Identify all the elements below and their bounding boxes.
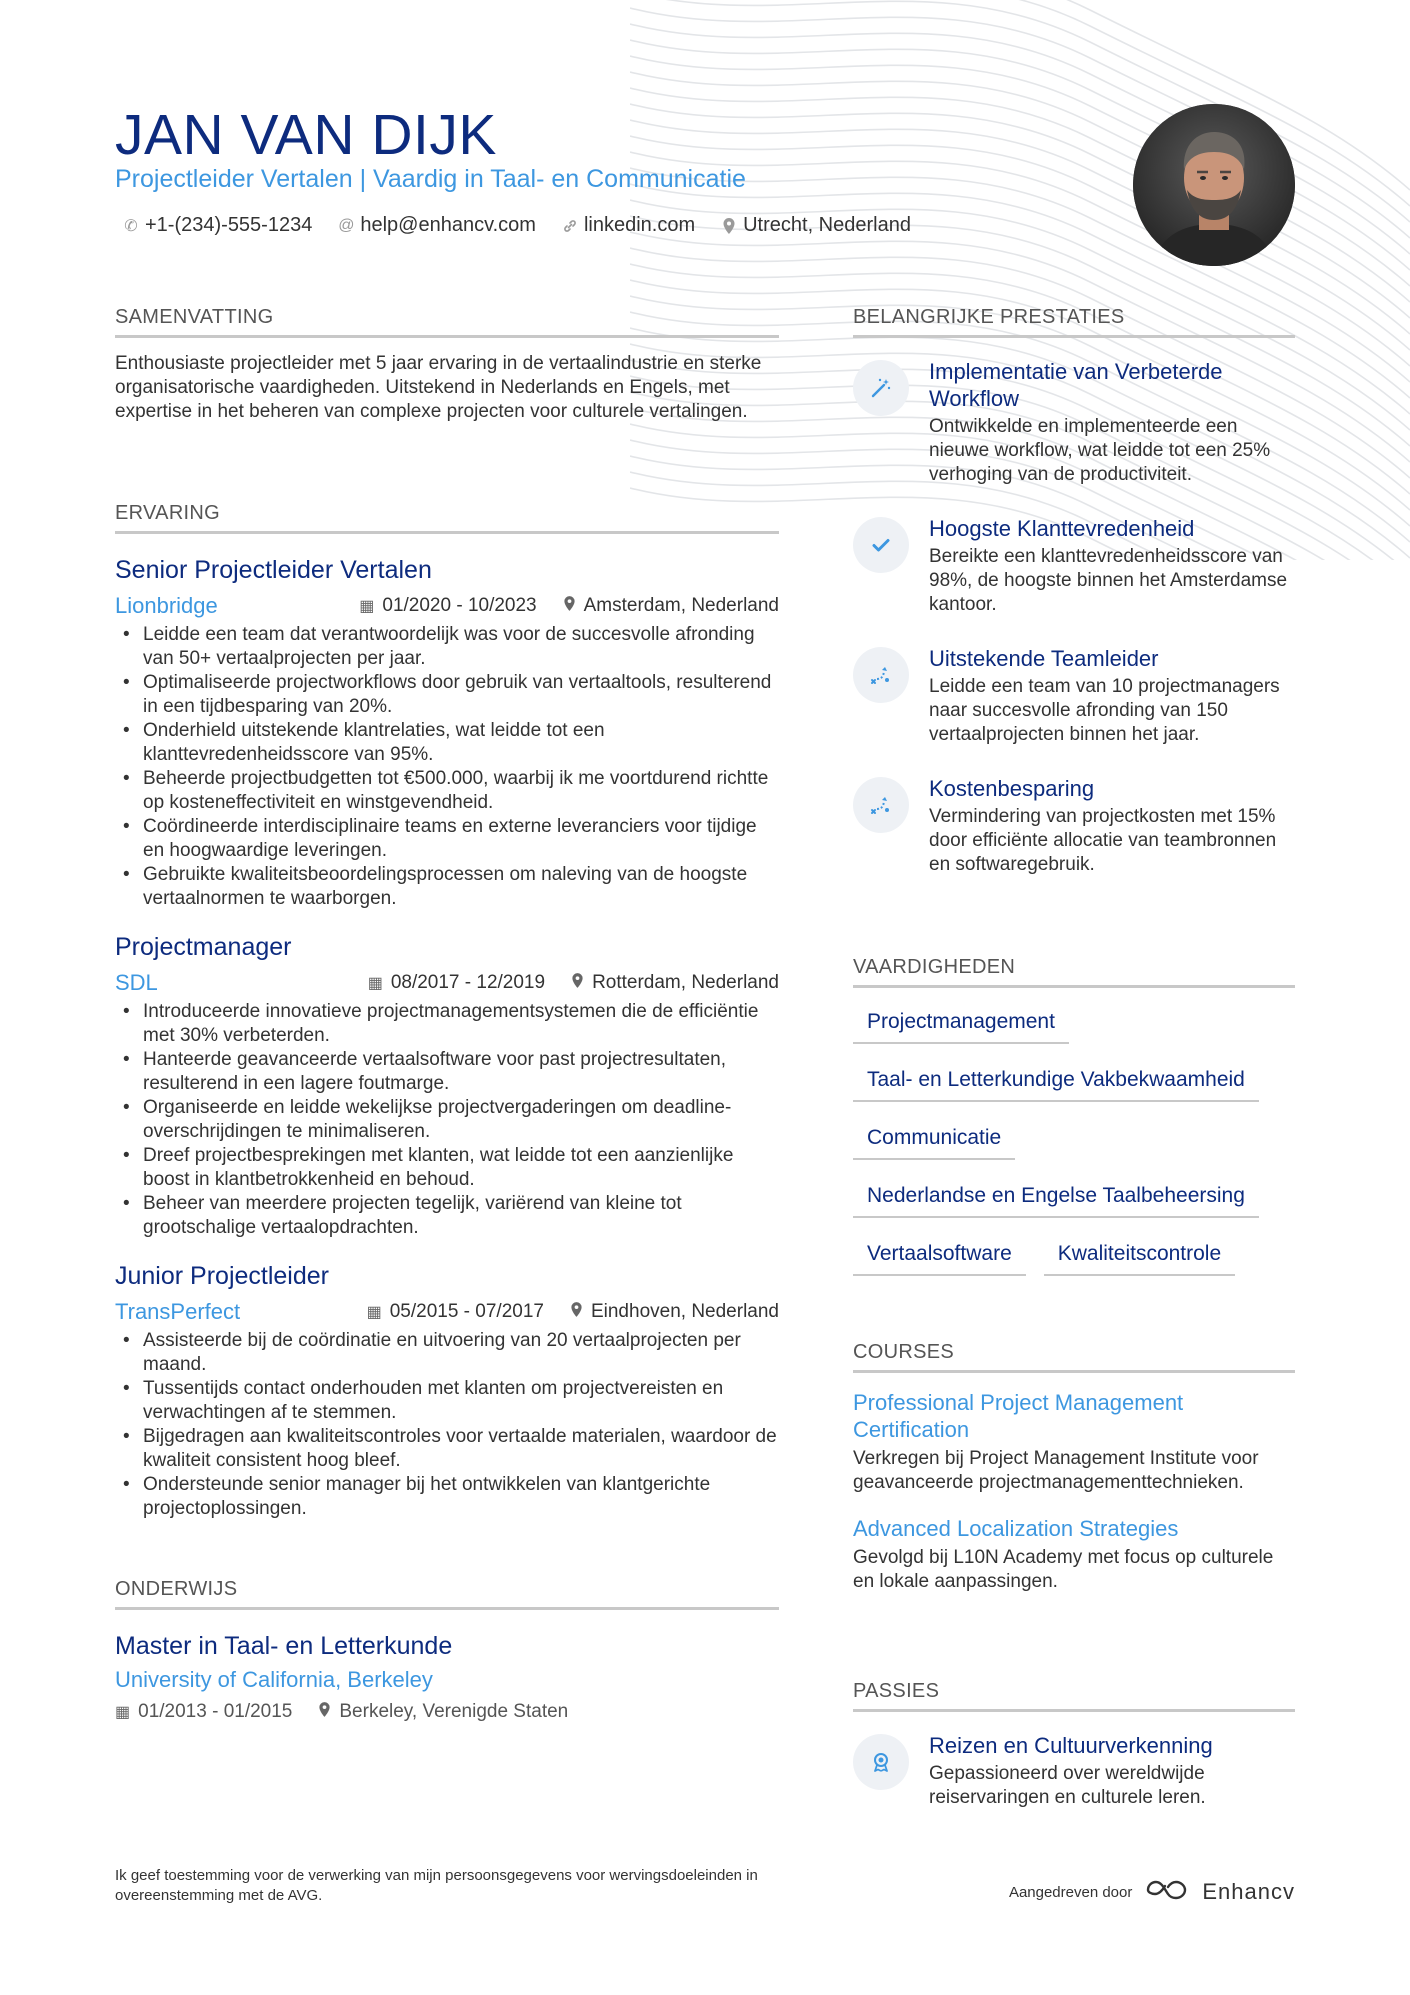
achievement-description: Vermindering van projectkosten met 15% door efficiënte allocatie van teambronnen en softwaregebruik. <box>929 806 1277 875</box>
skills-heading: VAARDIGHEDEN <box>853 956 1295 988</box>
location-icon <box>571 972 584 994</box>
bullet-item: • Beheer van meerdere projecten tegelijk, variërend van kleine tot grootschalige vertaalopdrachten. <box>115 1192 779 1240</box>
course-item <box>853 1389 1295 1495</box>
job-bullets <box>115 623 779 911</box>
candidate-headline: Projectleider Vertalen | Vaardig in Taal- en Communicatie <box>115 165 746 193</box>
achievement-item <box>853 645 1295 747</box>
job-entry <box>115 556 779 911</box>
job-dates: 01/2020 - 10/2023 <box>382 595 537 616</box>
courses-heading: COURSES <box>853 1341 1295 1373</box>
achievement-item <box>853 515 1295 617</box>
achievement-title: Implementatie van Verbeterde Workflow <box>929 359 1223 411</box>
achievements-section <box>853 306 1295 877</box>
experience-heading: ERVARING <box>115 502 779 534</box>
achievement-title: Kostenbesparing <box>929 776 1095 801</box>
achievements-heading: BELANGRIJKE PRESTATIES <box>853 306 1295 338</box>
strategy-icon <box>853 777 909 833</box>
contact-linkedin[interactable] <box>562 214 695 237</box>
job-bullets <box>115 1329 779 1521</box>
passions-section <box>853 1680 1295 1810</box>
gdpr-consent-note: Ik geef toestemming voor de verwerking van mijn persoonsgegevens voor wervingsdoeleinden in overeenstemming met de AVG. <box>115 1867 758 1904</box>
passion-description: Gepassioneerd over wereldwijde reiservaringen en culturele leren. <box>929 1763 1206 1808</box>
checkmark-icon <box>853 517 909 573</box>
bullet-item: • Dreef projectbesprekingen met klanten, wat leidde tot een aanzienlijke boost in klantbetrokkenheid en behoud. <box>115 1144 779 1192</box>
contact-location <box>721 214 911 237</box>
course-item <box>853 1515 1295 1594</box>
summary-text: Enthousiaste projectleider met 5 jaar ervaring in de vertaalindustrie en sterke organisatorische vaardigheden. Uitstekend in Nederlands en Engels, met expertise in het beheren van complexe projecten voor culturele vertalingen. <box>115 353 762 422</box>
education-school: University of California, Berkeley <box>115 1667 433 1692</box>
calendar-icon: ▦ <box>366 1304 382 1321</box>
skill-tag: Communicatie <box>853 1120 1015 1160</box>
award-icon <box>853 1734 909 1790</box>
bullet-item: • Leidde een team dat verantwoordelijk was voor de succesvolle afronding van 50+ vertaalprojecten per jaar. <box>115 623 779 671</box>
job-title: Junior Projectleider <box>115 1262 329 1290</box>
link-icon <box>562 218 578 234</box>
bullet-item: • Hanteerde geavanceerde vertaalsoftware voor past projectresultaten, resulterend in een lagere foutmarge. <box>115 1048 779 1096</box>
location-text: Utrecht, Nederland <box>743 214 911 236</box>
job-bullets <box>115 1000 779 1240</box>
job-title: Senior Projectleider Vertalen <box>115 556 432 584</box>
education-dates: 01/2013 - 01/2015 <box>138 1701 293 1722</box>
phone-text: +1-(234)-555-1234 <box>145 214 313 236</box>
experience-section <box>115 502 779 1521</box>
email-text[interactable]: help@enhancv.com <box>360 214 536 236</box>
courses-section <box>853 1341 1295 1594</box>
achievement-item <box>853 775 1295 877</box>
magic-wand-icon <box>853 360 909 416</box>
calendar-icon: ▦ <box>359 598 375 615</box>
bullet-item: • Optimaliseerde projectworkflows door gebruik van vertaaltools, resulterend in een tijdbesparing van 20%. <box>115 671 779 719</box>
bullet-item: • Tussentijds contact onderhouden met klanten om projectvereisten en verwachtingen af te stemmen. <box>115 1377 779 1425</box>
course-title: Professional Project Management Certification <box>853 1390 1184 1442</box>
achievement-description: Bereikte een klanttevredenheidsscore van 98%, de hoogste binnen het Amsterdamse kantoor. <box>929 546 1288 615</box>
course-description: Verkregen bij Project Management Institute voor geavanceerde projectmanagementtechnieken. <box>853 1448 1259 1493</box>
location-icon <box>721 217 737 235</box>
company-name: TransPerfect <box>115 1299 241 1324</box>
passions-heading: PASSIES <box>853 1680 1295 1712</box>
skill-tag: Nederlandse en Engelse Taalbeheersing <box>853 1178 1259 1218</box>
course-description: Gevolgd bij L10N Academy met focus op culturele en lokale aanpassingen. <box>853 1547 1274 1592</box>
job-location: Amsterdam, Nederland <box>583 595 779 616</box>
skills-section <box>853 956 1295 1276</box>
skill-tag: Kwaliteitscontrole <box>1044 1236 1235 1276</box>
bullet-item: • Coördineerde interdisciplinaire teams en externe leveranciers voor tijdige en hoogwaardige leveringen. <box>115 815 779 863</box>
contact-email[interactable] <box>338 214 536 237</box>
calendar-icon: ▦ <box>115 1704 131 1721</box>
education-degree: Master in Taal- en Letterkunde <box>115 1632 453 1660</box>
at-icon: @ <box>338 216 355 234</box>
linkedin-text[interactable]: linkedin.com <box>583 214 696 236</box>
course-title: Advanced Localization Strategies <box>853 1516 1179 1541</box>
contact-bar <box>123 214 911 237</box>
company-name: Lionbridge <box>115 593 218 618</box>
achievement-title: Uitstekende Teamleider <box>929 646 1159 671</box>
achievement-item <box>853 358 1295 487</box>
company-name: SDL <box>115 970 158 995</box>
powered-by-label: Aangedreven door <box>1008 1883 1133 1901</box>
bullet-item: • Assisteerde bij de coördinatie en uitvoering van 20 vertaalprojecten per maand. <box>115 1329 779 1377</box>
candidate-name: JAN VAN DIJK <box>115 103 497 167</box>
job-entry <box>115 1262 779 1521</box>
bullet-item: • Introduceerde innovatieve projectmanagementsystemen die de efficiëntie met 30% verbeterden. <box>115 1000 779 1048</box>
achievement-title: Hoogste Klanttevredenheid <box>929 516 1195 541</box>
job-dates: 08/2017 - 12/2019 <box>390 972 546 993</box>
profile-photo <box>1133 104 1295 266</box>
skill-tag: Projectmanagement <box>853 1004 1069 1044</box>
education-section <box>115 1578 779 1723</box>
powered-by <box>1009 1878 1295 1906</box>
bullet-item: • Gebruikte kwaliteitsbeoordelingsprocessen om naleving van de hoogste vertaalnormen te waarborgen. <box>115 863 779 911</box>
job-entry <box>115 933 779 1240</box>
passion-title: Reizen en Cultuurverkenning <box>929 1733 1213 1758</box>
location-icon <box>570 1301 583 1323</box>
enhancv-brand-name: Enhancv <box>1202 1879 1295 1904</box>
bullet-item: • Onderhield uitstekende klantrelaties, wat leidde tot een klanttevredenheidsscore van 95%. <box>115 719 779 767</box>
location-icon <box>563 595 576 617</box>
passion-item <box>853 1732 1295 1810</box>
summary-section <box>115 306 779 424</box>
job-location: Eindhoven, Nederland <box>590 1301 779 1322</box>
phone-icon: ✆ <box>124 217 138 235</box>
location-icon <box>318 1701 331 1723</box>
job-title: Projectmanager <box>115 933 292 961</box>
education-heading: ONDERWIJS <box>115 1578 779 1610</box>
enhancv-logo-icon <box>1144 1878 1190 1906</box>
skill-tag: Vertaalsoftware <box>853 1236 1026 1276</box>
skill-tag: Taal- en Letterkundige Vakbekwaamheid <box>853 1062 1259 1102</box>
education-location: Berkeley, Verenigde Staten <box>339 1701 569 1722</box>
contact-phone <box>123 214 312 237</box>
job-location: Rotterdam, Nederland <box>592 972 779 993</box>
bullet-item: • Organiseerde en leidde wekelijkse projectvergaderingen om deadline-overschrijdingen te minimaliseren. <box>115 1096 779 1144</box>
bullet-item: • Bijgedragen aan kwaliteitscontroles voor vertaalde materialen, waardoor de kwaliteit consistent hoog bleef. <box>115 1425 779 1473</box>
achievement-description: Ontwikkelde en implementeerde een nieuwe workflow, wat leidde tot een 25% verhoging van de productiviteit. <box>929 416 1271 485</box>
bullet-item: • Beheerde projectbudgetten tot €500.000, waarbij ik me voortdurend richtte op kosteneffectiviteit en winstgevendheid. <box>115 767 779 815</box>
summary-heading: SAMENVATTING <box>115 306 779 338</box>
bullet-item: • Ondersteunde senior manager bij het ontwikkelen van klantgerichte projectoplossingen. <box>115 1473 779 1521</box>
strategy-icon <box>853 647 909 703</box>
calendar-icon: ▦ <box>367 975 383 992</box>
achievement-description: Leidde een team van 10 projectmanagers naar succesvolle afronding van 150 vertaalprojecten binnen het jaar. <box>929 676 1280 745</box>
skills-list <box>853 1004 1295 1276</box>
job-dates: 05/2015 - 07/2017 <box>389 1301 544 1322</box>
